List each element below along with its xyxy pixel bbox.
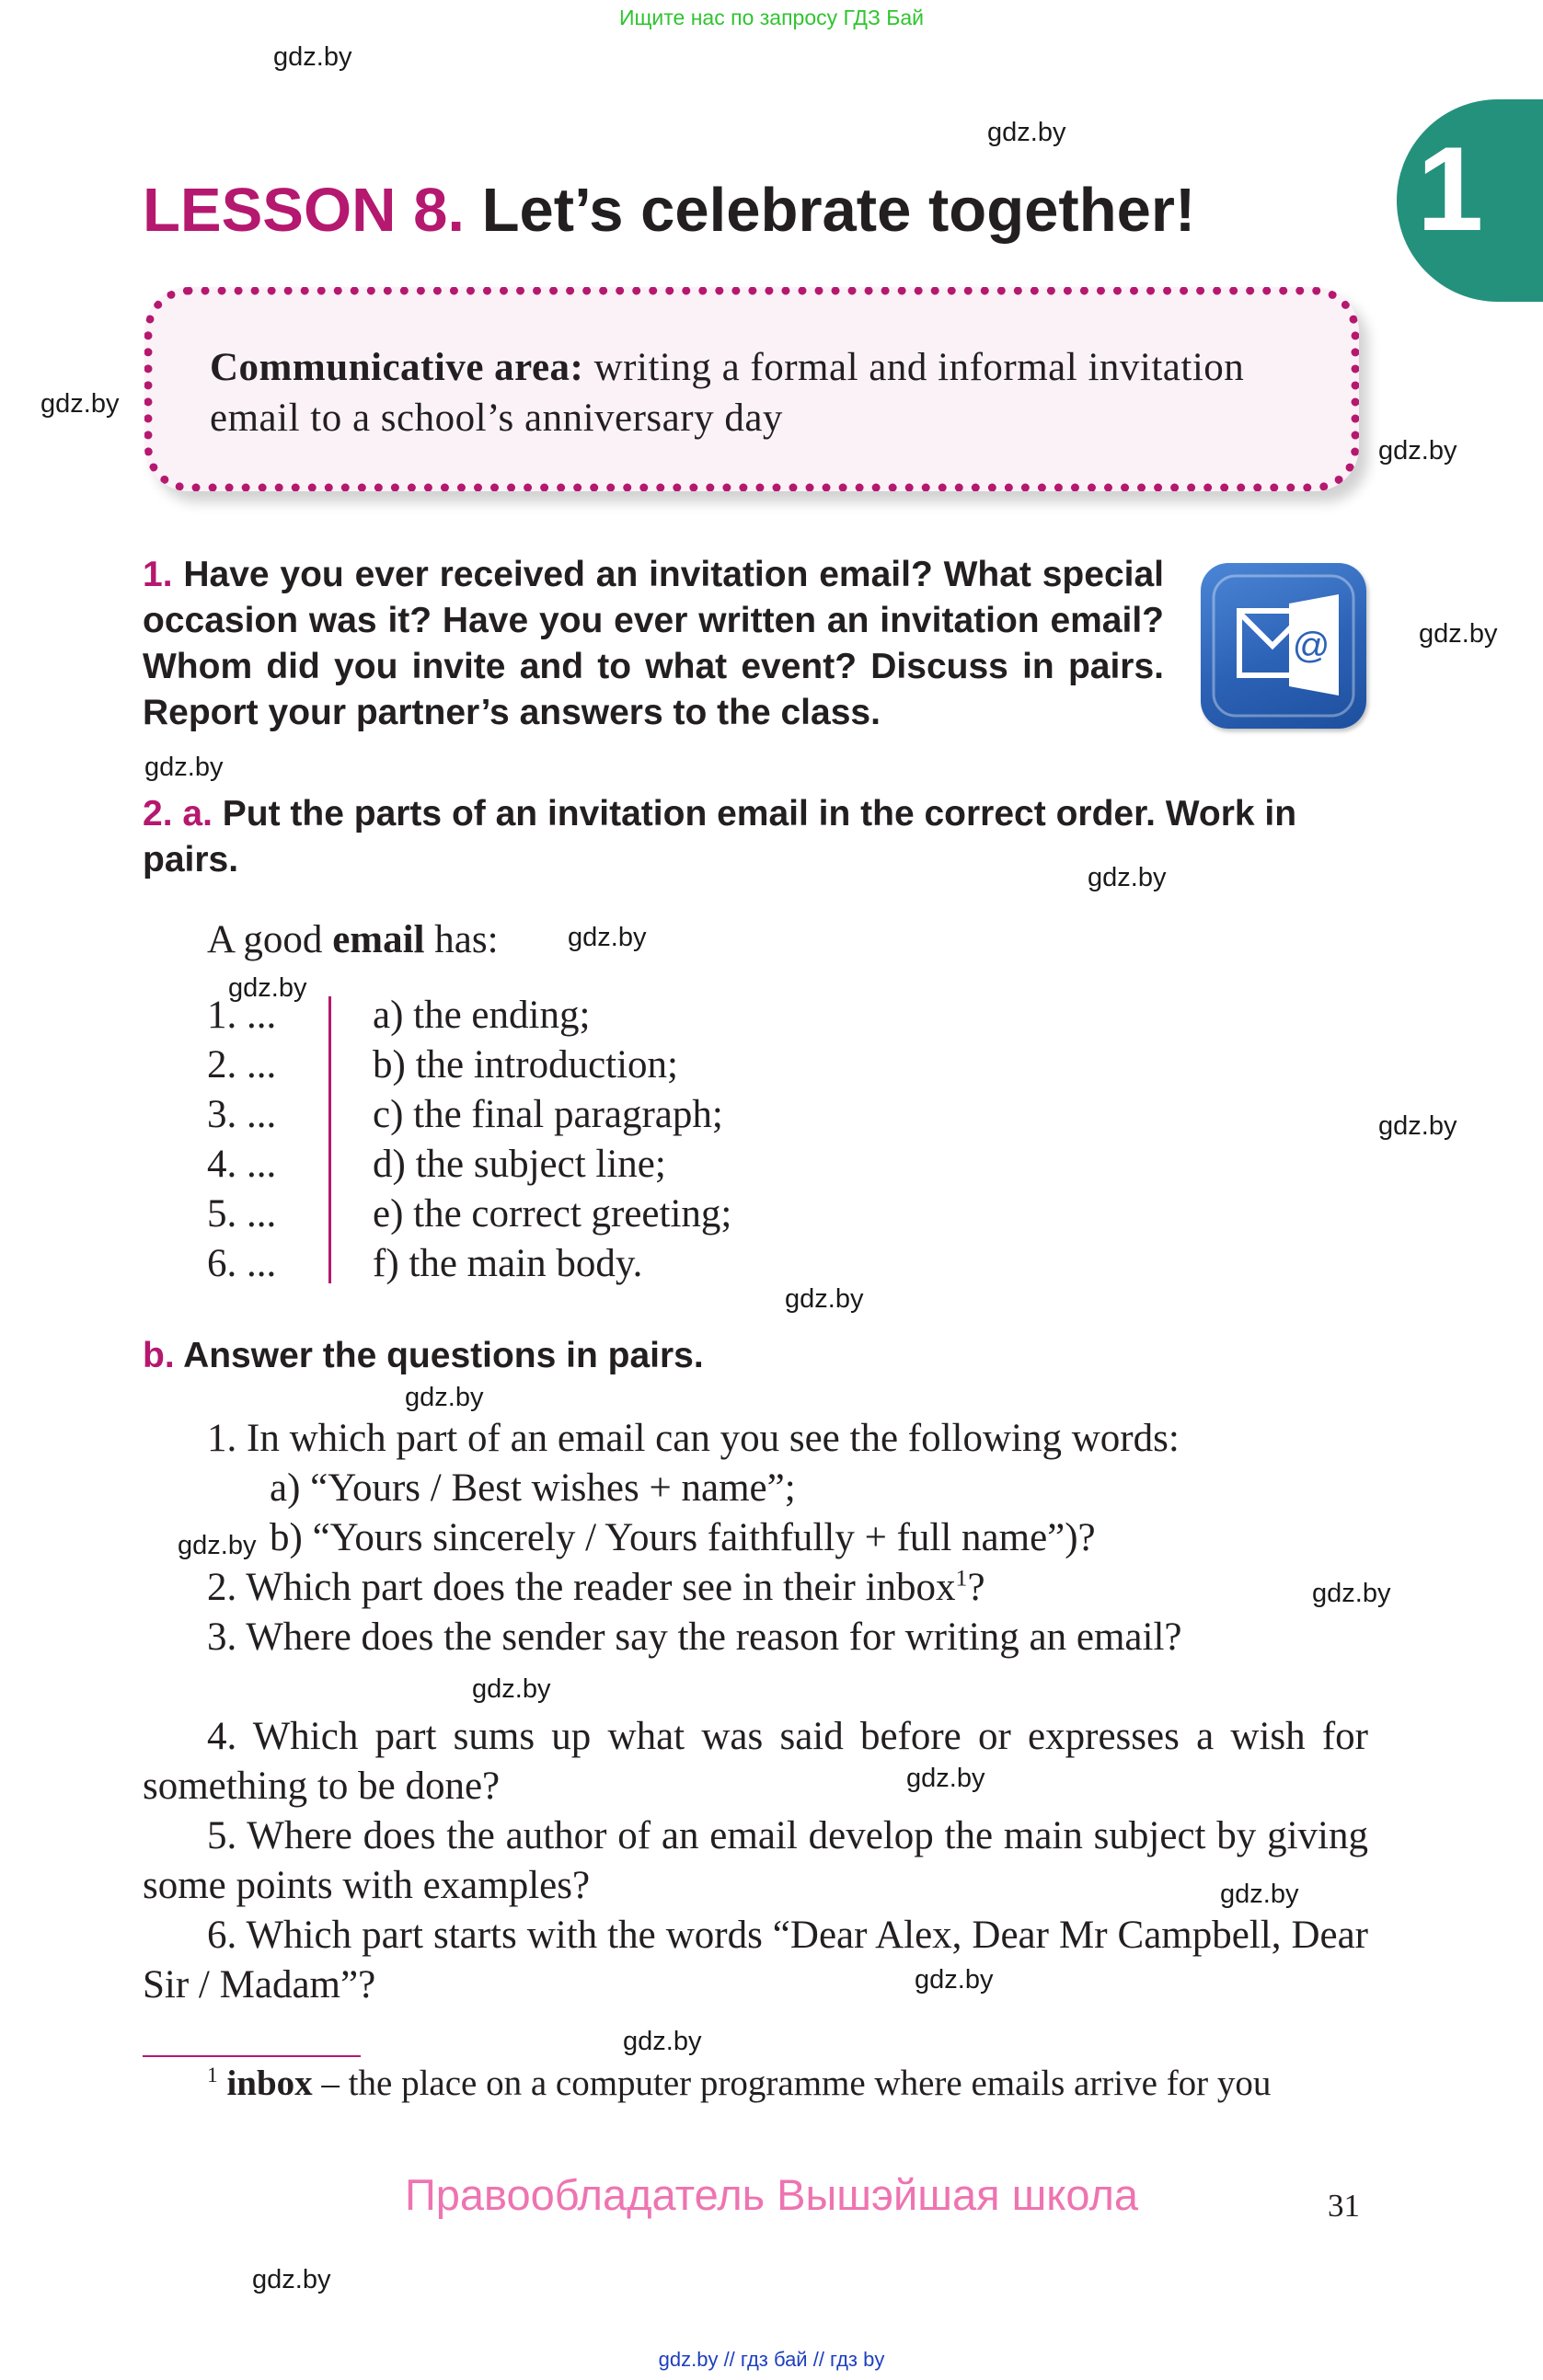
watermark: gdz.by bbox=[228, 973, 307, 1003]
order-option: d) the subject line; bbox=[373, 1143, 666, 1186]
task-2a-text: Put the parts of an invitation email in the correct order. Work in pairs. bbox=[143, 794, 1297, 880]
task-2a-letter: a. bbox=[182, 794, 213, 834]
order-option: e) the correct greeting; bbox=[373, 1192, 732, 1236]
watermark: gdz.by bbox=[472, 1674, 551, 1704]
email-intro-post: has: bbox=[434, 918, 499, 961]
question-1b: b) “Yours sincerely / Yours faithfully + full name”)? bbox=[270, 1516, 1096, 1559]
order-option: c) the final paragraph; bbox=[373, 1093, 723, 1136]
at-sign: @ bbox=[1292, 626, 1330, 666]
order-divider bbox=[328, 996, 331, 1283]
envelope-icon bbox=[1201, 563, 1366, 729]
watermark: gdz.by bbox=[1312, 1579, 1391, 1608]
task-2a bbox=[143, 791, 1368, 883]
watermark: gdz.by bbox=[405, 1383, 484, 1412]
mail-app-icon bbox=[1201, 563, 1366, 729]
watermark: gdz.by bbox=[1220, 1880, 1299, 1909]
order-number: 4. ... bbox=[207, 1143, 277, 1186]
footnote bbox=[143, 2061, 1368, 2107]
order-option: b) the introduction; bbox=[373, 1043, 678, 1087]
lesson-name: Let’s celebrate together! bbox=[481, 176, 1196, 245]
watermark: gdz.by bbox=[1378, 1111, 1457, 1141]
watermark: gdz.by bbox=[144, 753, 224, 782]
order-number: 1. ... bbox=[207, 994, 277, 1037]
page-number: 31 bbox=[1328, 2188, 1360, 2224]
copyright-holder: Правообладатель Вышэйшая школа bbox=[404, 2170, 1139, 2219]
bottom-links[interactable]: gdz.by // гдз бай // гдз by bbox=[658, 2348, 885, 2371]
email-intro-pre: A good bbox=[207, 918, 323, 961]
question-1a: a) “Yours / Best wishes + name”; bbox=[270, 1466, 796, 1510]
order-option: f) the main body. bbox=[373, 1242, 643, 1285]
watermark: gdz.by bbox=[252, 2265, 331, 2294]
question-2-end: ? bbox=[967, 1566, 985, 1609]
task-1 bbox=[143, 552, 1164, 736]
question-1: 1. In which part of an email can you see the following words: bbox=[207, 1417, 1180, 1460]
watermark: gdz.by bbox=[568, 923, 647, 952]
watermark: gdz.by bbox=[1419, 619, 1498, 649]
question-5: 5. Where does the author of an email develop the main subject by giving some points with examples? bbox=[143, 1814, 1368, 1907]
task-1-text: Have you ever received an invitation email? What special occasion was it? Have you ever written an invitation email? Whom did you invite and to what event? Discuss in pairs. Report your partner’s answers to the class. bbox=[143, 555, 1164, 732]
communicative-area bbox=[210, 342, 1323, 443]
order-number: 3. ... bbox=[207, 1093, 277, 1136]
task-2b-text: Answer the questions in pairs. bbox=[183, 1336, 704, 1375]
top-banner: Ищите нас по запросу ГДЗ Бай bbox=[618, 6, 925, 29]
email-intro-bold: email bbox=[332, 918, 425, 961]
communicative-area-text: writing a formal and informal invitation email to a school’s anniversary day bbox=[210, 346, 1245, 440]
order-number: 2. ... bbox=[207, 1043, 277, 1087]
communicative-area-label: Communicative area: bbox=[210, 346, 584, 389]
unit-number: 1 bbox=[1417, 121, 1484, 256]
question-2-text: 2. Which part does the reader see in their inbox bbox=[207, 1566, 956, 1609]
watermark: gdz.by bbox=[40, 389, 120, 419]
watermark: gdz.by bbox=[906, 1764, 985, 1793]
lesson-title bbox=[143, 175, 1195, 246]
watermark: gdz.by bbox=[623, 2027, 702, 2056]
task-1-number: 1. bbox=[143, 555, 173, 594]
watermark: gdz.by bbox=[915, 1965, 994, 1995]
task-2b-letter: b. bbox=[143, 1336, 175, 1375]
footnote-rule bbox=[143, 2055, 361, 2057]
order-number: 6. ... bbox=[207, 1242, 277, 1285]
lesson-number: LESSON 8. bbox=[143, 176, 465, 245]
question-4: 4. Which part sums up what was said before or expresses a wish for something to be done? bbox=[143, 1715, 1368, 1808]
order-number: 5. ... bbox=[207, 1192, 277, 1236]
footnote-term: inbox bbox=[226, 2064, 313, 2103]
question-6: 6. Which part starts with the words “Dear Alex, Dear Mr Campbell, Dear Sir / Madam”? bbox=[143, 1914, 1368, 2006]
task-2-number: 2. bbox=[143, 794, 173, 834]
watermark: gdz.by bbox=[785, 1284, 864, 1314]
order-option: a) the ending; bbox=[373, 994, 591, 1037]
watermark: gdz.by bbox=[178, 1531, 257, 1560]
footnote-text: – the place on a computer programme where emails arrive for you bbox=[312, 2064, 1272, 2103]
email-intro bbox=[207, 915, 499, 965]
watermark: gdz.by bbox=[1088, 863, 1167, 892]
question-2 bbox=[207, 1563, 1368, 1613]
watermark: gdz.by bbox=[987, 118, 1066, 147]
footnote-ref: 1 bbox=[955, 1564, 968, 1592]
question-3: 3. Where does the sender say the reason for writing an email? bbox=[207, 1615, 1182, 1659]
task-2b bbox=[143, 1333, 704, 1379]
watermark: gdz.by bbox=[1378, 436, 1457, 466]
watermark: gdz.by bbox=[273, 42, 352, 72]
footnote-mark: 1 bbox=[207, 2064, 218, 2087]
